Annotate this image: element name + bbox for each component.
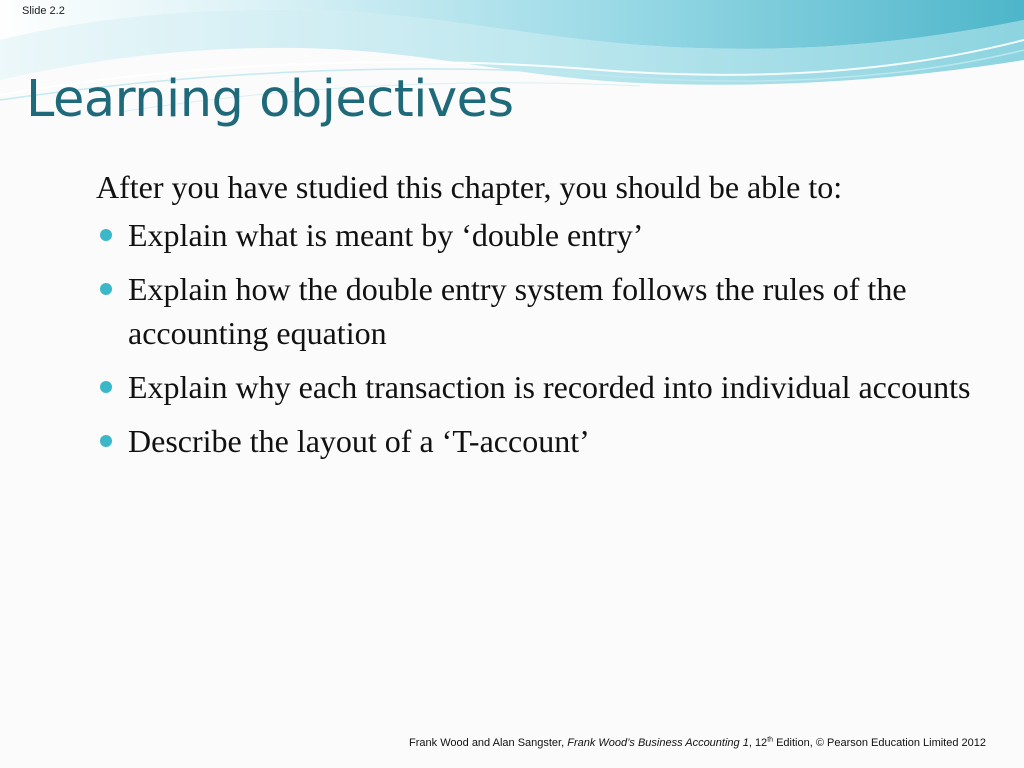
objectives-list (96, 213, 1011, 463)
list-item (96, 213, 1011, 257)
page-title: Learning objectives (26, 70, 514, 129)
bullet-icon (100, 283, 112, 295)
list-item (96, 365, 1011, 409)
list-item (96, 267, 1011, 355)
intro-text: After you have studied this chapter, you should be able to: (96, 169, 843, 205)
list-item-text: Describe the layout of a ‘T-account’ (128, 423, 590, 459)
footer-citation (409, 737, 986, 749)
list-item-text: Explain why each transaction is recorded into individual accounts (128, 369, 971, 405)
list-item-text: Explain how the double entry system follows the rules of the accounting equation (128, 271, 907, 351)
list-item-text: Explain what is meant by ‘double entry’ (128, 217, 644, 253)
slide-body (96, 165, 1011, 473)
footer-edition-prefix: , 12 (748, 737, 768, 749)
footer-authors: Frank Wood and Alan Sangster, (409, 737, 568, 749)
footer-edition-suffix: Edition, © Pearson Education Limited 2012 (773, 737, 986, 749)
slide-number: Slide 2.2 (22, 5, 65, 17)
bullet-icon (100, 229, 112, 241)
footer-book-title: Frank Wood’s Business Accounting 1 (567, 737, 749, 749)
bullet-icon (100, 435, 112, 447)
list-item (96, 419, 1011, 463)
footer-edition-sup: th (767, 736, 774, 744)
bullet-icon (100, 381, 112, 393)
